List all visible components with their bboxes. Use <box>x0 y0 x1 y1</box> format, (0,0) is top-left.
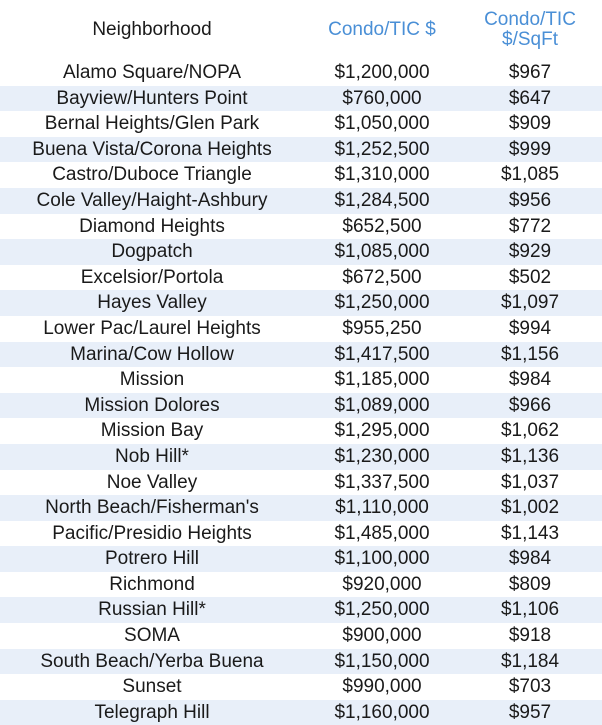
cell-price: $1,150,000 <box>334 650 430 672</box>
cell-neighborhood: Pacific/Presidio Heights <box>52 522 252 544</box>
table-row <box>0 137 602 163</box>
header-sqft-line2: $/SqFt <box>502 29 558 50</box>
cell-sqft: $647 <box>508 87 552 109</box>
cell-neighborhood: Mission <box>119 369 185 391</box>
cell-sqft: $1,002 <box>500 497 560 519</box>
table-row <box>0 239 602 265</box>
header-sqft <box>460 0 600 60</box>
cell-price: $1,050,000 <box>334 113 430 135</box>
cell-sqft: $966 <box>508 394 552 416</box>
table-row <box>0 342 602 368</box>
cell-price: $672,500 <box>342 266 422 288</box>
cell-sqft: $1,156 <box>500 343 560 365</box>
cell-price: $920,000 <box>342 573 422 595</box>
cell-sqft: $1,136 <box>500 445 560 467</box>
cell-sqft: $1,184 <box>500 650 560 672</box>
table-row <box>0 418 602 444</box>
table-row <box>0 546 602 572</box>
cell-neighborhood: Bayview/Hunters Point <box>56 87 248 109</box>
cell-price: $1,200,000 <box>334 62 430 83</box>
table-row <box>0 290 602 316</box>
header-neighborhood-label: Neighborhood <box>92 19 212 40</box>
cell-sqft: $984 <box>508 548 552 570</box>
table-row <box>0 86 602 112</box>
cell-sqft: $1,037 <box>500 471 560 493</box>
cell-sqft: $1,062 <box>500 420 560 442</box>
table-row <box>0 470 602 496</box>
cell-neighborhood: Lower Pac/Laurel Heights <box>43 317 261 339</box>
table-header <box>0 0 602 60</box>
cell-sqft: $909 <box>508 113 552 135</box>
cell-sqft: $772 <box>508 215 552 237</box>
cell-price: $760,000 <box>342 87 422 109</box>
cell-sqft: $994 <box>508 317 552 339</box>
cell-sqft: $1,106 <box>500 599 560 621</box>
cell-price: $1,110,000 <box>335 497 429 519</box>
cell-neighborhood: SOMA <box>124 625 180 647</box>
cell-price: $1,485,000 <box>334 522 430 544</box>
table-row <box>0 265 602 291</box>
cell-neighborhood: Buena Vista/Corona Heights <box>32 138 272 160</box>
cell-neighborhood: Richmond <box>109 573 195 595</box>
cell-price: $1,185,000 <box>334 369 430 391</box>
cell-sqft: $999 <box>508 138 552 160</box>
table-row <box>0 495 602 521</box>
cell-price: $990,000 <box>342 676 422 698</box>
cell-sqft: $703 <box>508 676 552 698</box>
cell-neighborhood: Excelsior/Portola <box>80 266 224 288</box>
cell-sqft: $809 <box>508 573 552 595</box>
cell-neighborhood: Noe Valley <box>106 471 198 493</box>
cell-sqft: $1,097 <box>500 292 560 314</box>
table-row <box>0 367 602 393</box>
header-sqft-label <box>484 10 576 50</box>
cell-neighborhood: Potrero Hill <box>105 548 199 570</box>
cell-sqft: $956 <box>508 189 552 211</box>
cell-price: $1,085,000 <box>334 241 430 263</box>
cell-sqft: $502 <box>508 266 552 288</box>
header-sqft-line1: Condo/TIC <box>484 9 576 30</box>
table-row <box>0 674 602 700</box>
table-row <box>0 597 602 623</box>
table-row <box>0 521 602 547</box>
cell-price: $1,252,500 <box>334 138 430 160</box>
cell-price: $900,000 <box>342 625 422 647</box>
cell-sqft: $1,143 <box>500 522 560 544</box>
cell-price: $1,417,500 <box>334 343 430 365</box>
cell-neighborhood: Hayes Valley <box>97 292 207 314</box>
cell-sqft: $957 <box>508 701 552 723</box>
table-row <box>0 700 602 725</box>
cell-price: $955,250 <box>342 317 422 339</box>
cell-neighborhood: Dogpatch <box>111 241 193 263</box>
header-neighborhood <box>0 0 304 60</box>
cell-price: $1,230,000 <box>334 445 430 467</box>
cell-price: $1,295,000 <box>334 420 430 442</box>
cell-sqft: $1,085 <box>500 164 560 186</box>
cell-neighborhood: Alamo Square/NOPA <box>62 62 242 83</box>
cell-neighborhood: Cole Valley/Haight-Ashbury <box>36 189 268 211</box>
cell-price: $1,160,000 <box>334 701 430 723</box>
cell-neighborhood: South Beach/Yerba Buena <box>40 650 264 672</box>
table-row <box>0 111 602 137</box>
cell-price: $652,500 <box>342 215 422 237</box>
cell-neighborhood: Mission Dolores <box>84 394 220 416</box>
header-price-label: Condo/TIC $ <box>328 19 436 40</box>
table-row <box>0 623 602 649</box>
table-row <box>0 316 602 342</box>
table-row <box>0 60 602 86</box>
header-price <box>304 0 460 60</box>
cell-price: $1,100,000 <box>334 548 430 570</box>
cell-sqft: $984 <box>508 369 552 391</box>
table-row <box>0 214 602 240</box>
table-row <box>0 649 602 675</box>
cell-neighborhood: North Beach/Fisherman's <box>45 497 259 519</box>
table-row <box>0 393 602 419</box>
cell-neighborhood: Marina/Cow Hollow <box>70 343 234 365</box>
cell-price: $1,250,000 <box>334 292 430 314</box>
cell-neighborhood: Castro/Duboce Triangle <box>52 164 252 186</box>
cell-price: $1,089,000 <box>334 394 430 416</box>
cell-neighborhood: Nob Hill* <box>115 445 189 467</box>
cell-sqft: $929 <box>508 241 552 263</box>
table-body <box>0 60 602 725</box>
table-row <box>0 162 602 188</box>
cell-neighborhood: Telegraph Hill <box>94 701 210 723</box>
cell-neighborhood: Diamond Heights <box>79 215 225 237</box>
cell-price: $1,310,000 <box>334 164 430 186</box>
cell-neighborhood: Mission Bay <box>100 420 204 442</box>
cell-neighborhood: Bernal Heights/Glen Park <box>44 113 260 135</box>
cell-neighborhood: Sunset <box>122 676 182 698</box>
cell-neighborhood: Russian Hill* <box>98 599 206 621</box>
table-row <box>0 572 602 598</box>
cell-sqft: $967 <box>508 62 552 83</box>
cell-sqft: $918 <box>508 625 552 647</box>
cell-price: $1,250,000 <box>334 599 430 621</box>
cell-price: $1,284,500 <box>334 189 430 211</box>
table-row <box>0 444 602 470</box>
table-row <box>0 188 602 214</box>
cell-price: $1,337,500 <box>334 471 430 493</box>
